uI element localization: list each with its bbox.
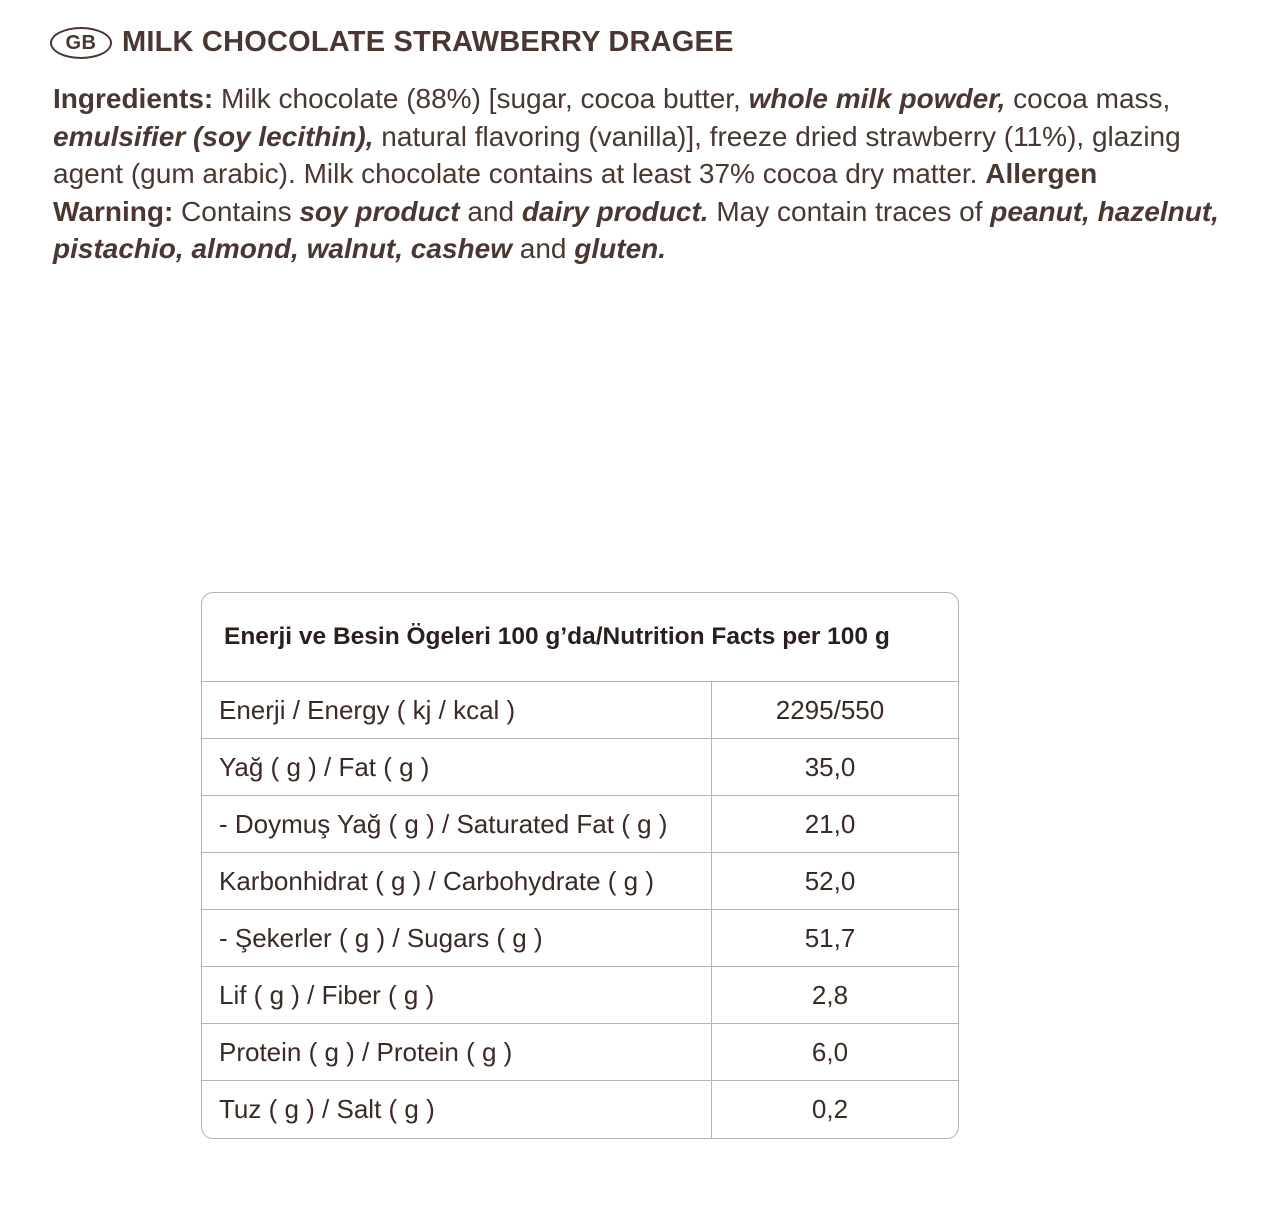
ingredients-text-6: May contain traces of xyxy=(708,195,991,227)
nutrient-label: Karbonhidrat ( g ) / Carbohydrate ( g ) xyxy=(202,853,712,909)
nutrient-value: 21,0 xyxy=(804,808,856,839)
nutrient-value: 51,7 xyxy=(804,922,856,953)
ingredients-text-1: Milk chocolate (88%) [sugar, cocoa butter, xyxy=(213,83,749,114)
product-title: MILK CHOCOLATE STRAWBERRY DRAGEE xyxy=(122,26,734,58)
nutrient-label: Protein ( g ) / Protein ( g ) xyxy=(202,1024,712,1080)
ingredients-text-4: Contains xyxy=(173,195,300,227)
table-row xyxy=(202,682,958,739)
nutrition-table-heading: Enerji ve Besin Ögeleri 100 g’da/Nutrition Facts per 100 g xyxy=(202,593,958,682)
ingredients-text-5: and xyxy=(459,195,522,227)
table-row xyxy=(202,739,958,796)
nutrient-label: - Doymuş Yağ ( g ) / Saturated Fat ( g ) xyxy=(202,796,712,852)
table-row xyxy=(202,967,958,1024)
nutrient-label: - Şekerler ( g ) / Sugars ( g ) xyxy=(202,910,712,966)
product-header xyxy=(50,26,734,59)
nutrient-value: 0,2 xyxy=(811,1094,849,1124)
allergen-gluten: gluten. xyxy=(574,233,667,264)
table-row xyxy=(202,1081,958,1138)
nutrient-value: 2295/550 xyxy=(775,694,885,725)
ingredient-emulsifier: emulsifier (soy lecithin), xyxy=(53,120,374,152)
ingredients-text-7: and xyxy=(511,233,575,264)
nutrient-value: 6,0 xyxy=(811,1036,849,1067)
allergen-warning-label: Allergen Warning: xyxy=(53,158,1098,227)
nutrient-value: 35,0 xyxy=(804,751,856,782)
nutrient-label: Lif ( g ) / Fiber ( g ) xyxy=(202,967,712,1023)
nutrient-label: Enerji / Energy ( kj / kcal ) xyxy=(202,682,712,738)
nutrient-label: Yağ ( g ) / Fat ( g ) xyxy=(202,739,712,795)
table-row xyxy=(202,910,958,967)
nutrient-value: 2,8 xyxy=(811,979,849,1010)
ingredients-paragraph xyxy=(53,80,1223,268)
country-badge: GB xyxy=(50,27,112,59)
nutrition-facts-table xyxy=(201,592,959,1139)
allergen-dairy-product: dairy product. xyxy=(521,195,709,227)
allergen-soy-product: soy product xyxy=(299,195,460,227)
table-row xyxy=(202,1024,958,1081)
nutrient-label: Tuz ( g ) / Salt ( g ) xyxy=(202,1081,712,1138)
table-row xyxy=(202,853,958,910)
nutrient-value: 52,0 xyxy=(804,865,856,896)
allergen-nuts: peanut, hazelnut, pistachio, almond, walnut, cashew xyxy=(53,195,1219,264)
ingredients-text-3: natural flavoring (vanilla)], freeze dried strawberry (11%), glazing agent (gum arabic). Milk chocolate contains at least 37% cocoa dry matter. xyxy=(53,120,1181,189)
ingredients-label: Ingredients: xyxy=(53,83,214,114)
ingredients-text-2: cocoa mass, xyxy=(1005,83,1171,114)
ingredient-whole-milk-powder: whole milk powder, xyxy=(748,83,1006,114)
table-row xyxy=(202,796,958,853)
